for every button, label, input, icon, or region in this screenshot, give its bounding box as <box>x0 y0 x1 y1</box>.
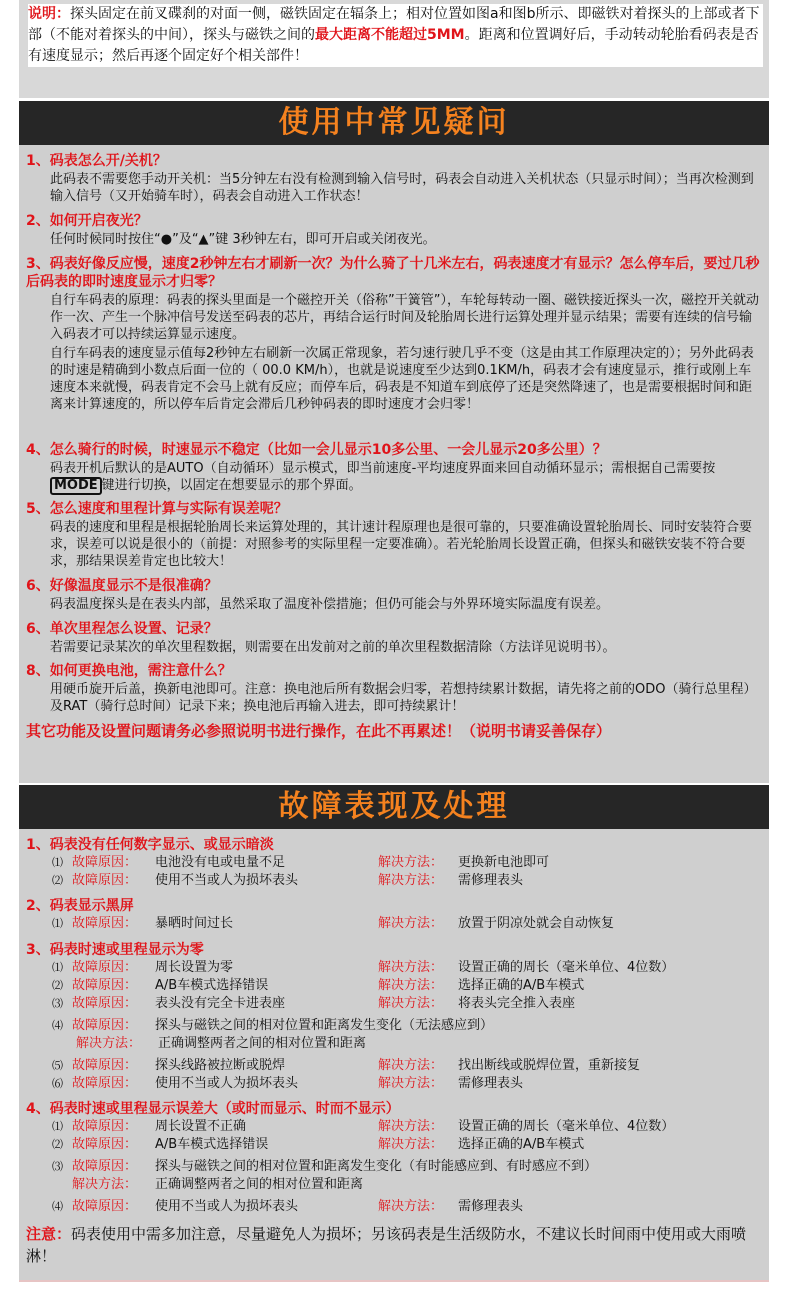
faq-answer-4 <box>50 460 762 495</box>
note-paragraph <box>26 1223 766 1267</box>
fault-cause-label: 故障原因： <box>72 1159 138 1174</box>
fault-fix: 设置正确的周长（毫米单位、4位数） <box>458 960 675 975</box>
mode-key-label: MODE <box>50 477 102 495</box>
fault-fix-label: 解决方法： <box>72 1177 138 1192</box>
fault-cause: 暴晒时间过长 <box>155 916 234 931</box>
fault-cause: 周长设置不正确 <box>155 1119 247 1134</box>
fault-fix: 选择正确的A/B车模式 <box>458 978 585 993</box>
faq-answer-6: 码表温度探头是在表头内部，虽然采取了温度补偿措施；但仍可能会与外界环境实际温度有误差。 <box>50 597 610 612</box>
fault-cause: 周长设置为零 <box>155 960 234 975</box>
fault-row-number: ⑸ <box>52 1059 63 1072</box>
fault-cause: 使用不当或人为损坏表头 <box>155 1199 299 1214</box>
fault-cause: 使用不当或人为损坏表头 <box>155 873 299 888</box>
fault-fix: 放置于阴凉处就会自动恢复 <box>458 916 615 931</box>
faq-answer-5: 码表的速度和里程是根据轮胎周长来运算处理的，其计速计程原理也是很可靠的，只要准确设置轮胎周长、同时安装符合要求，误差可以说是很小的（前提：对照参考的实际里程一定要准确）。若光轮胎周长设置正确，但探头和磁铁安装不符合要求，那结果误差肯定也比较大！ <box>50 520 753 569</box>
fault-row-number: ⑵ <box>52 874 63 887</box>
fault-cause-label: 故障原因： <box>72 855 138 870</box>
fault-fix: 需修理表头 <box>458 1199 524 1214</box>
fault-fix: 设置正确的周长（毫米单位、4位数） <box>458 1119 675 1134</box>
fault-fix: 找出断线或脱焊位置，重新接复 <box>458 1058 641 1073</box>
fault-fix: 选择正确的A/B车模式 <box>458 1137 585 1152</box>
intro-text-1: 探头固定在前叉碟刹的对面一侧，磁铁固定在辐条上；相对位置如图a和图b所示、即磁铁对着探头的上部或者下部（不能对着探头的中间），探头与磁铁之间的 <box>28 6 760 43</box>
faq-answer-7: 若需要记录某次的单次里程数据，则需要在出发前对之前的单次里程数据清除（方法详见说明书）。 <box>50 640 616 655</box>
fault-group-1-title: 1、码表没有任何数字显示、或显示暗淡 <box>26 837 274 853</box>
fault-row-number: ⑴ <box>52 917 63 930</box>
fault-cause: A/B车模式选择错误 <box>155 1137 269 1152</box>
fault-row-number: ⑶ <box>52 997 63 1010</box>
fault-cause: 探头与磁铁之间的相对位置和距离发生变化（无法感应到） <box>155 1018 494 1033</box>
fault-cause-label: 故障原因： <box>72 978 138 993</box>
fault-row-number: ⑹ <box>52 1077 63 1090</box>
faq-title: 使用中常见疑问 <box>19 101 769 145</box>
faq-question-4: 4、怎么骑行的时候，时速显示不稳定（比如一会儿显示10多公里、一会儿显示20多公里）？ <box>26 442 607 458</box>
faq-question-3: 3、码表好像反应慢，速度2秒钟左右才刷新一次？为什么骑了十几米左右，码表速度才有显示？怎么停车后，要过几秒后码表的即时速度显示才归零？ <box>26 256 760 290</box>
faq-answer-8: 用硬币旋开后盖，换新电池即可。注意：换电池后所有数据会归零，若想持续累计数据，请先将之前的ODO（骑行总里程）及RAT（骑行总时间）记录下来；换电池后再输入进去，即可持续累计！ <box>50 682 757 714</box>
fault-cause-label: 故障原因： <box>72 1018 138 1033</box>
fault-fix-label: 解决方法： <box>378 996 444 1011</box>
fault-fix-label: 解决方法： <box>378 1199 444 1214</box>
faults-title: 故障表现及处理 <box>19 785 769 829</box>
fault-cause: 使用不当或人为损坏表头 <box>155 1076 299 1091</box>
fault-group-3-title: 3、码表时速或里程显示为零 <box>26 942 204 958</box>
fault-cause: 表头没有完全卡进表座 <box>155 996 286 1011</box>
faq-answer-2: 任何时候同时按住“●”及“▲”键 3秒钟左右，即可开启或关闭夜光。 <box>50 232 436 247</box>
faq-answer-4-pre: 码表开机后默认的是AUTO（自动循环）显示模式，即当前速度-平均速度界面来回自动循环显示；需根据自己需要按 <box>50 461 716 476</box>
fault-fix: 需修理表头 <box>458 873 524 888</box>
fault-row-number: ⑷ <box>52 1200 63 1213</box>
fault-cause-label: 故障原因： <box>72 1137 138 1152</box>
faq-answer-4-post: 键进行切换，以固定在想要显示的那个界面。 <box>101 478 362 493</box>
fault-group-4-title: 4、码表时速或里程显示误差大（或时而显示、时而不显示） <box>26 1101 400 1117</box>
faq-answer-3b: 自行车码表的速度显示值每2秒钟左右刷新一次属正常现象，若匀速行驶几乎不变（这是由其工作原理决定的）；另外此码表的时速是精确到小数点后面一位的（ 00.0 KM/h），也就是说速度至少达到0.1KM/h，码表才会有速度显示，推行或刚上车速度本来就慢，码表肯定不会马上就有反应；而停车后，码表是不知道车到底停了还是突然降速了，也是需要根据时间和距离来计算速度的，所以停车后肯定会滞后几秒钟码表的即时速度才会归零！ <box>50 346 754 412</box>
fault-cause-label: 故障原因： <box>72 1119 138 1134</box>
faq-question-2: 2、如何开启夜光？ <box>26 213 148 229</box>
fault-cause-label: 故障原因： <box>72 1076 138 1091</box>
note-label: 注意： <box>26 1225 72 1243</box>
faq-question-1: 1、码表怎么开/关机？ <box>26 153 167 169</box>
faq-question-7: 6、单次里程怎么设置、记录？ <box>26 621 218 637</box>
bottom-divider <box>19 1280 769 1282</box>
note-text: 码表使用中需多加注意，尽量避免人为损坏；另该码表是生活级防水，不建议长时间雨中使用或大雨喷淋！ <box>26 1225 747 1265</box>
faq-answer-3a: 自行车码表的原理：码表的探头里面是一个磁控开关（俗称”干簧管”），车轮每转动一圈、磁铁接近探头一次，磁控开关就动作一次、产生一个脉冲信号发送至码表的芯片，再结合运行时间及轮胎周长进行运算处理并显示结果；需要有连续的信号输入码表才可以持续运算显示速度。 <box>50 293 759 342</box>
fault-row-number: ⑵ <box>52 979 63 992</box>
fault-cause-label: 故障原因： <box>72 916 138 931</box>
intro-paragraph <box>28 4 763 67</box>
fault-fix-label: 解决方法： <box>378 960 444 975</box>
fault-fix: 正确调整两者之间的相对位置和距离 <box>158 1036 367 1051</box>
fault-row-number: ⑴ <box>52 961 63 974</box>
faq-question-5: 5、怎么速度和里程计算与实际有误差呢？ <box>26 501 288 517</box>
fault-fix: 正确调整两者之间的相对位置和距离 <box>155 1177 364 1192</box>
fault-cause-label: 故障原因： <box>72 1199 138 1214</box>
fault-fix: 更换新电池即可 <box>458 855 550 870</box>
fault-cause-label: 故障原因： <box>72 1058 138 1073</box>
fault-row-number: ⑴ <box>52 1120 63 1133</box>
fault-fix: 将表头完全推入表座 <box>458 996 576 1011</box>
fault-cause: 探头与磁铁之间的相对位置和距离发生变化（有时能感应到、有时感应不到） <box>155 1159 598 1174</box>
fault-fix-label: 解决方法： <box>378 978 444 993</box>
faq-question-6: 6、好像温度显示不是很准确？ <box>26 578 218 594</box>
fault-cause: A/B车模式选择错误 <box>155 978 269 993</box>
faq-closing: 其它功能及设置问题请务必参照说明书进行操作，在此不再累述！（说明书请妥善保存） <box>26 722 612 740</box>
fault-row-number: ⑷ <box>52 1019 63 1032</box>
fault-fix-label: 解决方法： <box>378 1076 444 1091</box>
fault-group-2-title: 2、码表显示黑屏 <box>26 898 134 914</box>
fault-cause-label: 故障原因： <box>72 873 138 888</box>
fault-row-number: ⑶ <box>52 1160 63 1173</box>
intro-text-2: 。距离和位置调好后，手动转动轮胎看码表是否有速度显示；然后再逐个固定好个相关部件！ <box>28 27 759 64</box>
fault-fix-label: 解决方法： <box>378 1137 444 1152</box>
intro-emphasis: 最大距离不能超过5MM <box>315 27 465 43</box>
fault-row-number: ⑵ <box>52 1138 63 1151</box>
fault-cause: 电池没有电或电量不足 <box>155 855 286 870</box>
fault-fix-label: 解决方法： <box>378 873 444 888</box>
fault-fix: 需修理表头 <box>458 1076 524 1091</box>
fault-cause: 探头线路被拉断或脱焊 <box>155 1058 286 1073</box>
faq-answer-1: 此码表不需要您手动开关机：当5分钟左右没有检测到输入信号时，码表会自动进入关机状态（只显示时间）；当再次检测到输入信号（又开始骑车时），码表会自动进入工作状态！ <box>50 172 754 204</box>
fault-fix-label: 解决方法： <box>378 1119 444 1134</box>
faq-question-8: 8、如何更换电池，需注意什么？ <box>26 663 232 679</box>
fault-row-number: ⑴ <box>52 856 63 869</box>
fault-fix-label: 解决方法： <box>378 855 444 870</box>
fault-cause-label: 故障原因： <box>72 960 138 975</box>
fault-fix-label: 解决方法： <box>378 1058 444 1073</box>
intro-label: 说明： <box>28 6 70 22</box>
fault-cause-label: 故障原因： <box>72 996 138 1011</box>
fault-fix-label: 解决方法： <box>378 916 444 931</box>
fault-fix-label: 解决方法： <box>76 1036 142 1051</box>
